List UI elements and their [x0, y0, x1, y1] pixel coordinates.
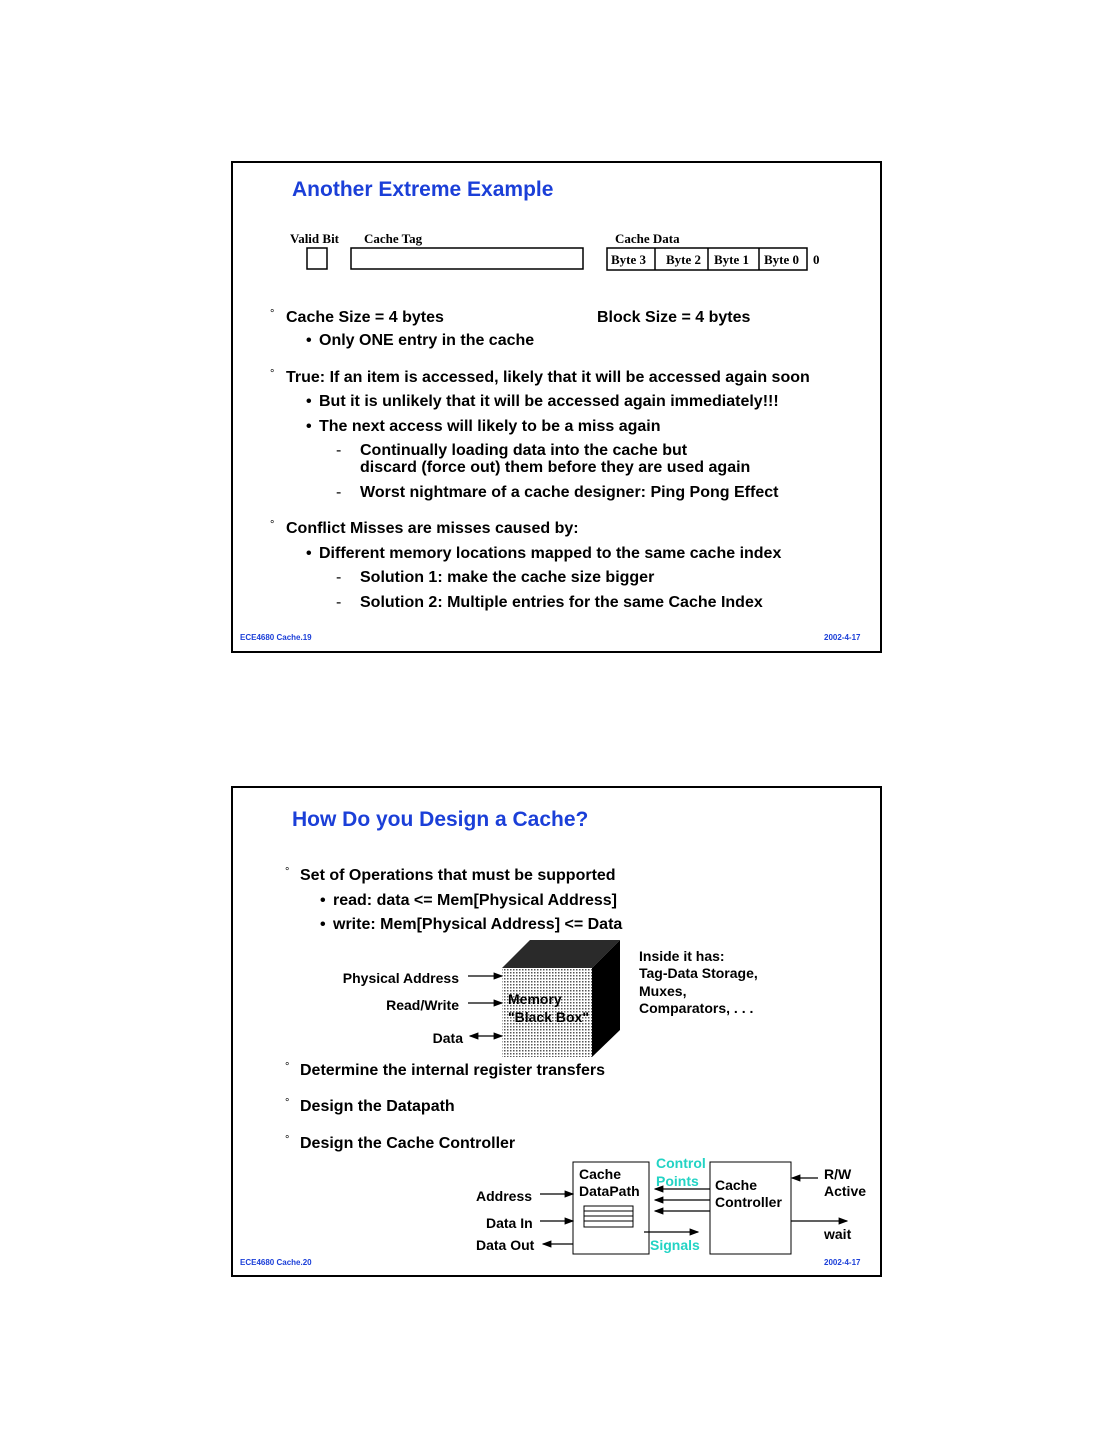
byte-2: Byte 2: [666, 252, 702, 267]
register-transfers: Determine the internal register transfers: [300, 1062, 605, 1079]
bullet-marker: °: [285, 1134, 290, 1146]
controller-label-2: Controller: [715, 1194, 782, 1210]
bullet-dot: •: [320, 892, 326, 909]
cache-tag-label: Cache Tag: [364, 231, 423, 246]
rw-label: R/W: [824, 1166, 852, 1182]
bullet-marker: °: [270, 308, 275, 320]
read-op: read: data <= Mem[Physical Address]: [333, 892, 617, 909]
bullet-marker: °: [285, 1061, 290, 1073]
byte-3: Byte 3: [611, 252, 647, 267]
slide-1-title: Another Extreme Example: [292, 178, 554, 201]
footer-left: ECE4680 Cache.20: [240, 1258, 312, 1267]
conflict-misses: Conflict Misses are misses caused by:: [286, 520, 579, 537]
slide-2-title: How Do you Design a Cache?: [292, 808, 589, 831]
control-points-1: Control: [656, 1155, 706, 1171]
one-entry: Only ONE entry in the cache: [319, 332, 535, 349]
datapath-label-1: Cache: [579, 1166, 622, 1182]
valid-bit-box: [307, 248, 327, 269]
footer-left: ECE4680 Cache.19: [240, 633, 312, 642]
continually-1: Continually loading data into the cache but: [360, 442, 688, 459]
inside-1: Inside it has:: [639, 948, 725, 964]
solution-2: Solution 2: Multiple entries for the same Cache Index: [360, 594, 763, 611]
bullet-dot: •: [306, 418, 312, 435]
wait-label: wait: [824, 1226, 852, 1242]
index-zero: 0: [813, 252, 820, 267]
cache-tag-box: [351, 248, 583, 269]
worst-nightmare: Worst nightmare of a cache designer: Ping Pong Effect: [360, 484, 779, 501]
solution-1: Solution 1: make the cache size bigger: [360, 569, 655, 586]
footer-right: 2002-4-17: [824, 633, 861, 642]
bullet-dot: •: [306, 545, 312, 562]
bullet-marker: °: [285, 866, 290, 878]
inside-2: Tag-Data Storage,: [639, 965, 758, 981]
footer-right: 2002-4-17: [824, 1258, 861, 1267]
data-label: Data: [432, 1030, 463, 1046]
address-label: Address: [476, 1188, 533, 1204]
signals-label: Signals: [650, 1237, 700, 1253]
true-statement: True: If an item is accessed, likely that it will be accessed again soon: [286, 369, 810, 386]
inside-3: Muxes,: [639, 983, 687, 999]
byte-0: Byte 0: [764, 252, 800, 267]
dash: -: [336, 442, 342, 459]
inside-4: Comparators, . . .: [639, 1000, 754, 1016]
valid-bit-label: Valid Bit: [290, 231, 340, 246]
bullet-dot: •: [306, 332, 312, 349]
dash: -: [336, 594, 342, 611]
byte-1: Byte 1: [714, 252, 750, 267]
unlikely: But it is unlikely that it will be accessed again immediately!!!: [319, 393, 779, 410]
different-locations: Different memory locations mapped to the same cache index: [319, 545, 782, 562]
dash: -: [336, 484, 342, 501]
bullet-marker: °: [270, 519, 275, 531]
write-op: write: Mem[Physical Address] <= Data: [333, 916, 623, 933]
design-datapath: Design the Datapath: [300, 1098, 455, 1115]
physical-address-label: Physical Address: [342, 970, 459, 986]
memory-label-1: Memory: [508, 991, 562, 1007]
cache-size: Cache Size = 4 bytes: [286, 309, 444, 326]
dash: -: [336, 569, 342, 586]
design-controller: Design the Cache Controller: [300, 1135, 516, 1152]
bullet-dot: •: [306, 393, 312, 410]
read-write-label: Read/Write: [386, 997, 459, 1013]
next-access: The next access will likely to be a miss again: [319, 418, 661, 435]
data-in-label: Data In: [486, 1215, 533, 1231]
ops: Set of Operations that must be supported: [300, 867, 616, 884]
register-icon: [584, 1206, 633, 1227]
block-size: Block Size = 4 bytes: [597, 309, 751, 326]
cache-data-label: Cache Data: [615, 231, 680, 246]
bullet-dot: •: [320, 916, 326, 933]
control-points-2: Points: [656, 1173, 699, 1189]
active-label: Active: [824, 1183, 867, 1199]
datapath-label-2: DataPath: [579, 1183, 640, 1199]
bullet-marker: °: [270, 368, 275, 380]
bullet-marker: °: [285, 1097, 290, 1109]
continually-2: discard (force out) them before they are used again: [360, 459, 751, 476]
controller-label-1: Cache: [715, 1177, 758, 1193]
data-out-label: Data Out: [476, 1237, 535, 1253]
memory-label-2: "Black Box": [508, 1009, 589, 1025]
